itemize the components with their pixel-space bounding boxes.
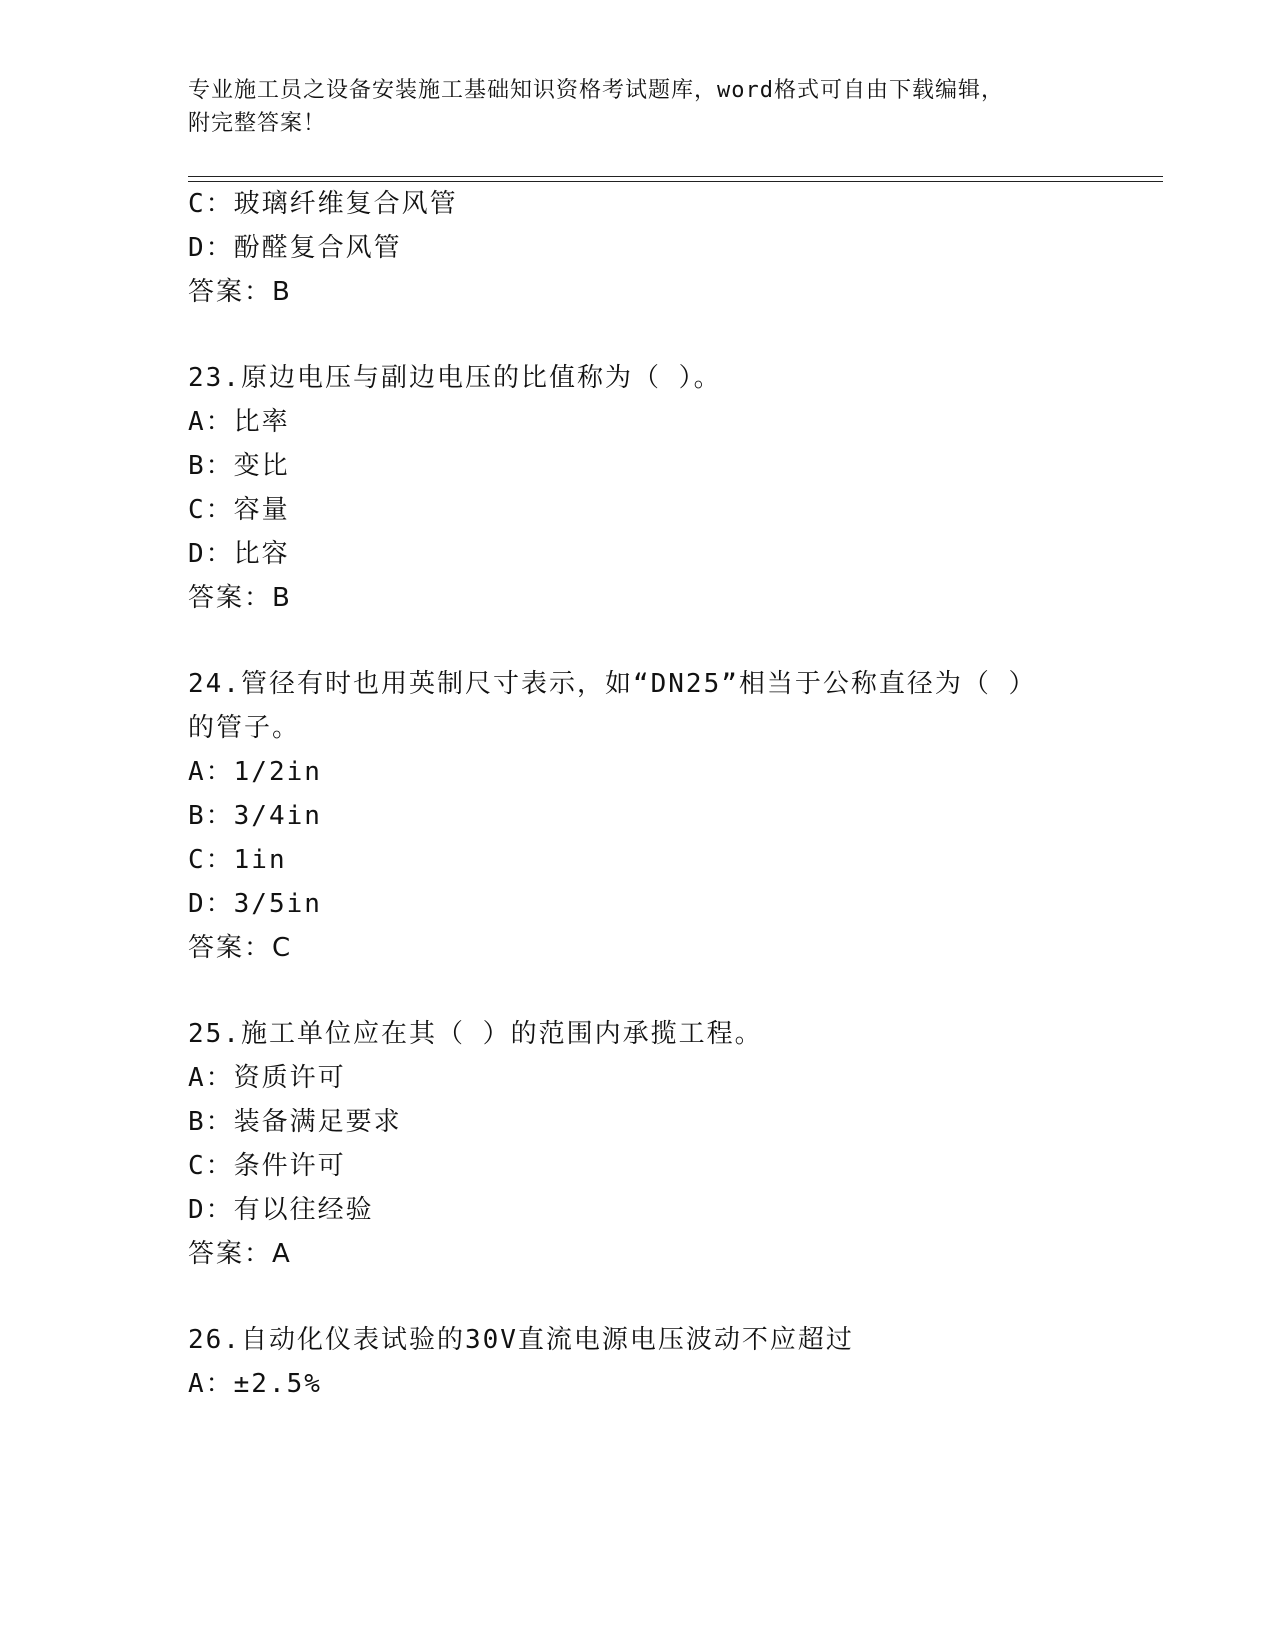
q24-answer: 答案：C	[188, 933, 293, 963]
q23-option-b: B：变比	[188, 451, 290, 481]
q23-option-d: D：比容	[188, 539, 290, 569]
q25-option-d: D：有以往经验	[188, 1195, 374, 1225]
q25-option-c: C：条件许可	[188, 1151, 346, 1181]
q24-option-b: B：3/4in	[188, 801, 322, 831]
q23-answer: 答案：B	[188, 583, 292, 613]
q25-stem: 25.施工单位应在其（ ）的范围内承揽工程。	[188, 1019, 763, 1049]
q26-option-a: A：±2.5%	[188, 1369, 322, 1399]
q23-stem: 23.原边电压与副边电压的比值称为（ ）。	[188, 363, 722, 393]
q23-option-a: A：比率	[188, 407, 290, 437]
header-line-2: 附完整答案！	[188, 111, 327, 136]
prev-answer: 答案：B	[188, 277, 292, 307]
prev-option-c: C：玻璃纤维复合风管	[188, 189, 458, 219]
q26-stem: 26.自动化仪表试验的30V直流电源电压波动不应超过	[188, 1325, 854, 1355]
q25-option-a: A：资质许可	[188, 1063, 346, 1093]
prev-option-d: D：酚醛复合风管	[188, 233, 402, 263]
document-header	[188, 74, 1068, 140]
q24-stem-line-2: 的管子。	[188, 713, 301, 743]
q24-option-c: C：1in	[188, 845, 287, 875]
q23-option-c: C：容量	[188, 495, 290, 525]
q24-stem-line-1: 24.管径有时也用英制尺寸表示，如“DN25”相当于公称直径为（ ）	[188, 669, 1037, 699]
q25-answer: 答案：A	[188, 1239, 292, 1269]
q25-option-b: B：装备满足要求	[188, 1107, 402, 1137]
q24-option-a: A：1/2in	[188, 757, 322, 787]
header-line-1: 专业施工员之设备安装施工基础知识资格考试题库，word格式可自由下载编辑，	[188, 78, 1004, 103]
header-divider-bottom	[188, 181, 1163, 182]
q24-option-d: D：3/5in	[188, 889, 322, 919]
header-divider-top	[188, 176, 1163, 177]
